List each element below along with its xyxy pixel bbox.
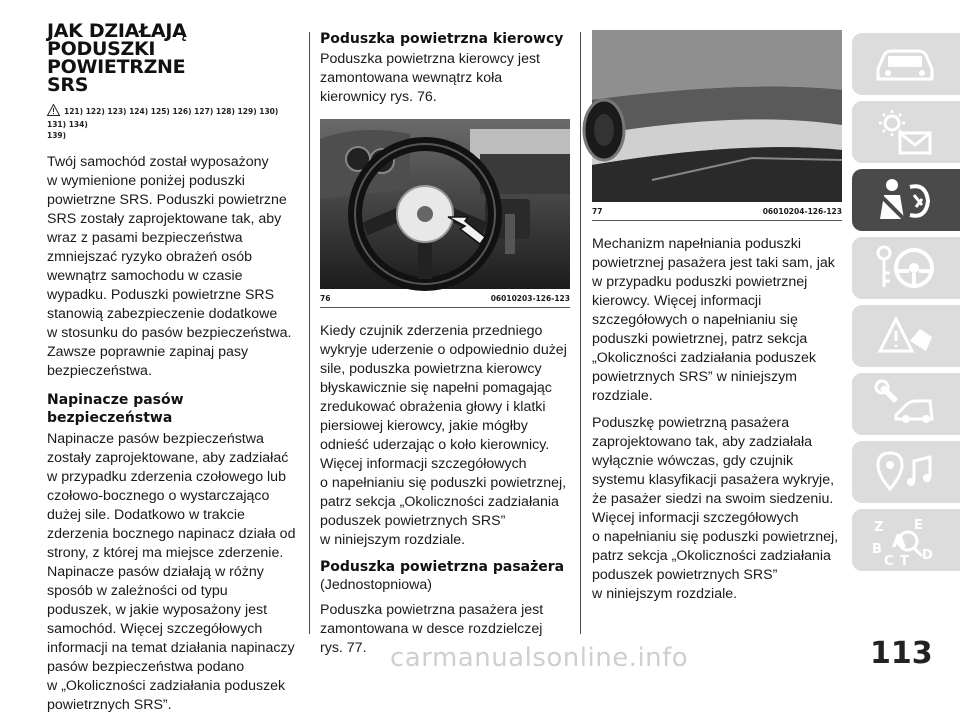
steering-wheel-key-icon [870,243,940,293]
index-letter: B [872,542,882,557]
driver-airbag-heading: Poduszka powietrzna kierowcy [320,31,564,47]
column-2 [320,22,570,658]
airbag-seatbelt-icon [870,175,940,225]
title-line: SRS [47,74,89,96]
warning-refs-line: 139) [47,131,67,140]
design-paragraph: Poduszkę powietrzną pasażera zaprojektowano tak, aby zadziałała wyłącznie wówczas, gdy czujnik systemu klasyfikacji pasażera wykryje, że pasażer siedzi na swoim siedzeniu. Więcej informacji szczegółowych o napełnianiu się poduszki powietrznej, patrz sekcja „Okoliczności zadziałania poduszek powietrznych SRS” w niniejszym rozdziale. [592,415,839,602]
multimedia-icon [870,447,940,497]
figure-76-caption [320,291,570,305]
passenger-airbag-paragraph: Poduszka powietrzna pasażera jest zamontowana w desce rozdzielczej rys. 77. [320,602,544,656]
mechanism-paragraph: Mechanizm napełniania poduszki powietrznej pasażera jest taki sam, jak w przypadku poduszki powietrznej kierowcy. Więcej informacji szczegółowych o napełnianiu się poduszki powietrznej, patrz sekcja „Okoliczności zadziałania poduszek powietrznych SRS” w niniejszym rozdziale. [592,236,835,404]
intro-paragraph: Twój samochód został wyposażony w wymienione poniżej poduszki powietrzne SRS. Poduszki powietrzne SRS zostały zaprojektowane tak, aby wraz z pasami bezpieczeństwa zmniejszać ryzyko obrażeń osób wewnątrz samochodu w czasie wypadku. Poduszki powietrzne SRS stanowią zabezpieczenie dodatkowe w stosunku do pasów bezpieczeństwa. Zawsze poprawnie zapinaj pasy bezpieczeństwa. [47,154,292,379]
index-letter: T [900,554,909,569]
figure-77 [592,30,842,221]
driver-airbag-paragraph: Poduszka powietrzna kierowcy jest zamontowana wewnątrz koła kierownicy rys. 76. [320,51,541,105]
index-letter: A [892,531,906,552]
dashboard-lights-icon [870,107,940,157]
figure-rule [592,220,842,221]
sensor-paragraph: Kiedy czujnik zderzenia przedniego wykryje uderzenie o odpowiednio dużej sile, poduszka powietrzna kierowcy błyskawicznie się napełni pomagając zredukować obrażenia głowy i klatki piersiowej kierowcy, jakie mógłby odnieść uderzając o koło kierownicy. Więcej informacji szczegółowych o napełnianiu się poduszki powietrznej, patrz sekcja „Okoliczności zadziałania poduszek powietrznych SRS” w niniejszym rozdziale. [320,323,567,548]
wrench-car-icon [870,379,940,429]
column-3 [592,30,842,604]
watermark: carmanualsonline.info [390,643,689,673]
index-letter: Z [874,520,884,535]
tab-airbag-seatbelt[interactable] [852,169,960,231]
figure-code: 06010204-126-123 [762,207,842,216]
passenger-airbag-note: (Jednostopniowa) [320,577,432,593]
column-1 [47,22,297,715]
passenger-dashboard-image [592,30,842,202]
pretensioner-paragraph: Napinacze pasów bezpieczeństwa zostały zaprojektowane, aby zadziałać w przypadku zderzenia czołowego lub czołowo-bocznego o wystarczająco dużej sile. Dodatkowo w trakcie zderzenia bocznego napinacz działa od strony, z której ma miejsce zderzenie. Napinacze pasów działają w różny sposób w zależności od typu poduszek, w jakie wyposażony jest samochód. Więcej szczegółowych informacji na temat działania napinaczy pasów bezpieczeństwa podano w „Okoliczności zadziałania poduszek powietrznych SRS”. [47,431,296,713]
figure-76 [320,119,570,308]
page-number: 113 [870,636,933,671]
column-divider [580,32,581,634]
figure-rule [320,307,570,308]
tab-emergency[interactable] [852,305,960,367]
warning-references [47,104,297,141]
tab-dashboard-lights[interactable] [852,101,960,163]
tab-alphabetical-index[interactable] [852,509,960,571]
passenger-airbag-heading: Poduszka powietrzna pasażera [320,559,565,575]
figure-number: 76 [320,294,331,303]
warning-triangle-icon [870,311,940,361]
warning-triangle-icon [47,104,60,119]
warning-refs-line: 121) 122) 123) 124) 125) 126) 127) 128) 129) 130) 131) 134) [47,107,279,129]
section-title [47,22,297,94]
index-letter: D [922,548,933,563]
figure-code: 06010203-126-123 [490,294,570,303]
tab-car[interactable] [852,33,960,95]
steering-wheel-image [320,119,570,289]
tab-steering-wheel-key[interactable] [852,237,960,299]
title-line: JAK DZIAŁAJĄ [47,20,187,42]
figure-77-caption [592,204,842,218]
index-letter: C [884,554,894,569]
alphabetical-index-icon [870,515,940,567]
title-line: PODUSZKI POWIETRZNE [47,38,186,78]
tab-maintenance[interactable] [852,373,960,435]
pretensioner-heading: Napinacze pasów bezpieczeństwa [47,392,184,426]
index-letter: E [914,518,923,533]
column-divider [309,32,310,634]
tab-multimedia[interactable] [852,441,960,503]
car-icon [870,39,940,89]
figure-number: 77 [592,207,603,216]
